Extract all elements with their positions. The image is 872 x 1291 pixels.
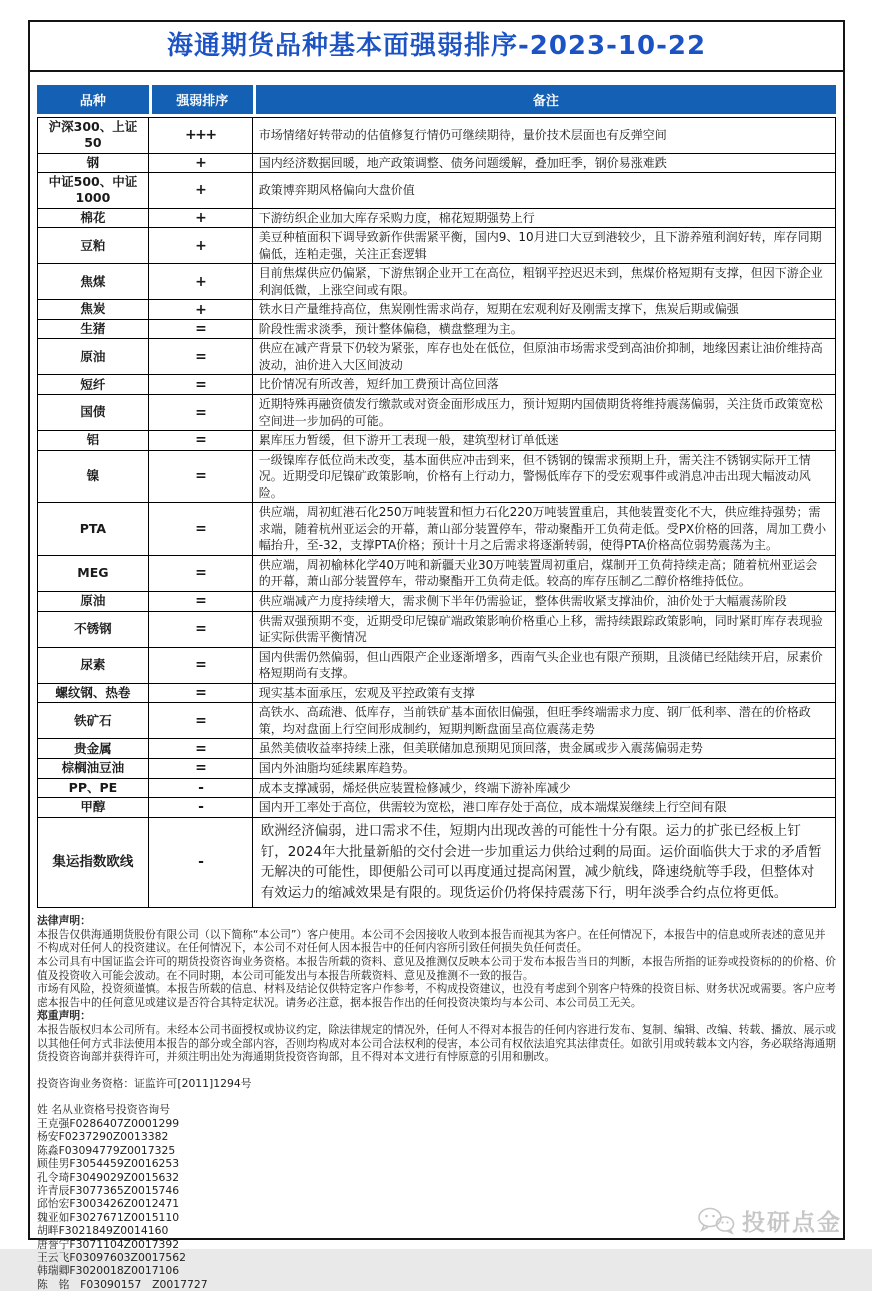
legal-paragraph: 本公司具有中国证监会许可的期货投资咨询业务资格。本报告所载的资料、意见及推测仅反映本公司于发布本报告当日的判断，本报告所指的证券或投资标的的价格、价值及投资收入可能会波动。在不同时期，本公司可能发出与本报告所载资料、意见及推测不一致的报告。	[37, 955, 836, 982]
report-frame	[28, 20, 845, 1291]
variety-cell: 原油	[37, 339, 149, 375]
legal-paragraph: 市场有风险，投资须谨慎。本报告所载的信息、材料及结论仅供特定客户作参考，不构成投资建议，也没有考虑到个别客户特殊的投资目标、财务状况或需要。客户应考虑本报告中的任何意见或建议是否符合其特定状况。请务必注意，据本报告作出的任何投资决策均与本公司、本公司员工无关。	[37, 982, 836, 1009]
variety-cell: 原油	[37, 592, 149, 612]
table-row	[37, 739, 836, 759]
table-row	[37, 395, 836, 431]
table-row	[37, 503, 836, 556]
table-row	[37, 209, 836, 229]
analyst-entry: 王克强F0286407Z0001299	[37, 1117, 180, 1130]
variety-cell: 不锈钢	[37, 612, 149, 648]
col-header-variety: 品种	[37, 85, 149, 117]
variety-cell: 集运指数欧线	[37, 818, 149, 909]
analyst-entry: 杨安F0237290Z0013382	[37, 1130, 169, 1144]
table-row	[37, 592, 836, 612]
variety-cell: MEG	[37, 556, 149, 592]
rank-cell: =	[149, 375, 253, 395]
note-cell: 政策博弈期风格偏向大盘价值	[253, 173, 836, 209]
analyst-entry: 韩瑞卿F3020018Z0017106	[37, 1264, 180, 1278]
table-row	[37, 431, 836, 451]
table-row	[37, 154, 836, 174]
rank-cell: =	[149, 703, 253, 739]
rank-cell: =	[149, 395, 253, 431]
note-cell: 一级镍库存低位尚未改变，基本面供应冲击到来，但不锈钢的镍需求预期上升，需关注不锈钢实际开工情况。近期受印尼镍矿政策影响，价格有上行动力，警惕低库存下的受宏观事件或消息冲击出现大幅波动风险。	[253, 451, 836, 504]
variety-cell: 棉花	[37, 209, 149, 229]
table-row	[37, 117, 836, 154]
variety-cell: PTA	[37, 503, 149, 556]
col-header-rank: 强弱排序	[149, 85, 253, 117]
table-row	[37, 264, 836, 300]
variety-cell: 中证500、中证1000	[37, 173, 149, 209]
table-row	[37, 779, 836, 799]
analyst-entry: 顾佳男F3054459Z0016253	[37, 1157, 180, 1171]
note-cell: 现实基本面承压，宏观及平控政策有支撑	[253, 684, 836, 704]
variety-cell: 豆粕	[37, 228, 149, 264]
analyst-list-header: 姓 名从业资格号投资咨询号	[37, 1103, 170, 1117]
note-cell: 国内供需仍然偏弱，但山西限产企业逐渐增多，西南气头企业也有限产预期，且淡储已经陆续开启，尿素价格短期尚有支撑。	[253, 648, 836, 684]
ranking-table-body	[37, 117, 836, 908]
rank-cell: =	[149, 339, 253, 375]
table-row	[37, 173, 836, 209]
table-row	[37, 375, 836, 395]
table-row	[37, 320, 836, 340]
note-cell: 比价情况有所改善，短纤加工费预计高位回落	[253, 375, 836, 395]
license-line: 投资咨询业务资格：证监许可[2011]1294号	[37, 1076, 252, 1090]
table-row	[37, 648, 836, 684]
variety-cell: 镍	[37, 451, 149, 504]
rank-cell: =	[149, 739, 253, 759]
note-cell: 铁水日产量维持高位，焦炭刚性需求尚存，短期在宏观利好及刚需支撑下，焦炭后期或偏强	[253, 300, 836, 320]
variety-cell: 铁矿石	[37, 703, 149, 739]
note-cell: 供应在减产背景下仍较为紧张，库存也处在低位，但原油市场需求受到高油价抑制，地缘因素让油价维持高波动，油价进入大区间波动	[253, 339, 836, 375]
table-row	[37, 339, 836, 375]
rank-cell: =	[149, 684, 253, 704]
analyst-entry: 王云飞F03097603Z0017562	[37, 1251, 187, 1265]
analyst-entry: 陈淼F03094779Z0017325	[37, 1143, 176, 1157]
note-cell: 阶段性需求淡季，预计整体偏稳，横盘整理为主。	[253, 320, 836, 340]
table-row	[37, 798, 836, 818]
variety-cell: 短纤	[37, 375, 149, 395]
note-cell: 下游纺织企业加大库存采购力度，棉花短期强势上行	[253, 209, 836, 229]
table-row	[37, 759, 836, 779]
rank-cell: +	[149, 264, 253, 300]
rank-cell: =	[149, 592, 253, 612]
spacer	[37, 1064, 836, 1077]
variety-cell: 国债	[37, 395, 149, 431]
note-cell: 国内外油脂均延续累库趋势。	[253, 759, 836, 779]
variety-cell: 铝	[37, 431, 149, 451]
note-cell: 国内开工率处于高位，供需较为宽松，港口库存处于高位，成本端煤炭继续上行空间有限	[253, 798, 836, 818]
note-cell: 近期特殊再融资债发行缴款或对资金面形成压力，预计短期内国债期货将维持震荡偏弱，关注货币政策宽松空间进一步加码的可能。	[253, 395, 836, 431]
variety-cell: 棕榈油豆油	[37, 759, 149, 779]
analyst-entry: 陈 铭 F03090157 Z0017727	[37, 1277, 208, 1291]
variety-cell: 焦煤	[37, 264, 149, 300]
note-cell: 高铁水、高疏港、低库存，当前铁矿基本面依旧偏强，但旺季终端需求力度、钢厂低利率、潜在的价格政策，均对盘面上行空间形成制约，短期判断盘面呈高位震荡走势	[253, 703, 836, 739]
rank-cell: =	[149, 451, 253, 504]
rank-cell: =	[149, 759, 253, 779]
variety-cell: 焦炭	[37, 300, 149, 320]
table-row	[37, 300, 836, 320]
rank-cell: =	[149, 503, 253, 556]
table-row	[37, 818, 836, 909]
note-cell: 供应端，周初虹港石化250万吨装置和恒力石化220万吨装置重启，其他装置变化不大，供应维持强势；需求端，随着杭州亚运会的开幕，萧山部分装置停车，带动聚酯开工负荷走低。受PX价格的回落，周加工费小幅抬升，至-32，支撑PTA价格；预计十月之后需求将逐渐转弱，使得PTA价格高位弱势震荡为主。	[253, 503, 836, 556]
rank-cell: +++	[149, 117, 253, 154]
ranking-table	[37, 85, 836, 908]
variety-cell: PP、PE	[37, 779, 149, 799]
note-cell: 供应端，周初榆林化学40万吨和新疆天业30万吨装置周初重启，煤制开工负荷持续走高；随着杭州亚运会的开幕，萧山部分装置停车，带动聚酯开工负荷走低。较高的库存压制乙二醇价格维持低位。	[253, 556, 836, 592]
rank-cell: +	[149, 228, 253, 264]
analyst-entry: 魏亚如F3027671Z0015110	[37, 1210, 180, 1224]
note-cell: 目前焦煤供应仍偏紧，下游焦钢企业开工在高位，粗钢平控迟迟未到，焦煤价格短期有支撑，但因下游企业利润低微，上涨空间或有限。	[253, 264, 836, 300]
note-cell: 欧洲经济偏弱，进口需求不佳，短期内出现改善的可能性十分有限。运力的扩张已经板上钉钉，2024年大批量新船的交付会进一步加重运力供给过剩的局面。运价面临供大于求的矛盾暂无解决的可能性，即便船公司可以再度通过提高闲置，减少航线，降速绕航等手段，但整体对有效运力的缩减效果是有限的。现货运价仍将保持震荡下行，明年淡季合约点位将更低。	[253, 818, 836, 909]
note-cell: 虽然美债收益率持续上涨，但美联储加息预期见顶回落，贵金属或步入震荡偏弱走势	[253, 739, 836, 759]
variety-cell: 尿素	[37, 648, 149, 684]
note-cell: 市场情绪好转带动的估值修复行情仍可继续期待，量价技术层面也有反弹空间	[253, 117, 836, 154]
watermark	[696, 1204, 842, 1237]
watermark-label: 投研点金	[742, 1210, 842, 1236]
rank-cell: =	[149, 648, 253, 684]
rank-cell: -	[149, 798, 253, 818]
analyst-entry: 许青辰F3077365Z0015746	[37, 1184, 180, 1198]
rank-cell: +	[149, 173, 253, 209]
col-header-note: 备注	[253, 85, 836, 117]
report-title: 海通期货品种基本面强弱排序-2023-10-22	[30, 22, 843, 72]
note-cell: 成本支撑减弱，烯烃供应装置检修减少，终端下游补库减少	[253, 779, 836, 799]
note-cell: 供需双强预期不变，近期受印尼镍矿端政策影响价格重心上移，需持续跟踪政策影响，同时紧盯库存表现验证实际供需平衡情况	[253, 612, 836, 648]
rank-cell: +	[149, 300, 253, 320]
analyst-entry: 胡畔F3021849Z0014160	[37, 1224, 169, 1238]
table-header-row	[37, 85, 836, 117]
variety-cell: 生猪	[37, 320, 149, 340]
note-cell: 供应端减产力度持续增大，需求侧下半年仍需验证，整体供需收紧支撑油价，油价处于大幅震荡阶段	[253, 592, 836, 612]
table-row	[37, 451, 836, 504]
variety-cell: 螺纹钢、热卷	[37, 684, 149, 704]
report-body	[30, 72, 843, 1291]
analyst-entry: 孔令琦F3049029Z0015632	[37, 1170, 180, 1184]
solemn-declaration-text: 本报告版权归本公司所有。未经本公司书面授权或协议约定，除法律规定的情况外，任何人不得对本报告的任何内容进行发布、复制、编辑、改编、转载、播放、展示或以其他任何方式非法使用本报告的部分或全部内容，否则均构成对本公司合法权利的侵害，本公司有权依法追究其法律责任。如欲引用或转载本文内容，务必联络海通期货投资咨询部并获得许可，并须注明出处为海通期货投资咨询部，且不得对本文进行有悖原意的引用和删改。	[37, 1023, 836, 1064]
wechat-icon	[696, 1206, 736, 1236]
variety-cell: 沪深300、上证50	[37, 117, 149, 154]
table-row	[37, 228, 836, 264]
legal-title: 法律声明：	[37, 914, 91, 928]
table-row	[37, 612, 836, 648]
table-row	[37, 684, 836, 704]
spacer	[37, 1090, 836, 1103]
solemn-declaration-title: 郑重声明：	[37, 1009, 91, 1023]
rank-cell: +	[149, 154, 253, 174]
note-cell: 累库压力暂缓，但下游开工表现一般，建筑型材订单低迷	[253, 431, 836, 451]
analyst-entry: 唐誉宁F3071104Z0017392	[37, 1237, 180, 1251]
note-cell: 国内经济数据回暖，地产政策调整、债务问题缓解，叠加旺季，钢价易涨难跌	[253, 154, 836, 174]
table-row	[37, 556, 836, 592]
rank-cell: +	[149, 209, 253, 229]
variety-cell: 甲醇	[37, 798, 149, 818]
rank-cell: -	[149, 779, 253, 799]
rank-cell: =	[149, 612, 253, 648]
rank-cell: =	[149, 556, 253, 592]
table-row	[37, 703, 836, 739]
analyst-entry: 邱怡宏F3003426Z0012471	[37, 1197, 180, 1211]
variety-cell: 贵金属	[37, 739, 149, 759]
rank-cell: =	[149, 320, 253, 340]
rank-cell: =	[149, 431, 253, 451]
legal-paragraph: 本报告仅供海通期货股份有限公司（以下简称“本公司”）客户使用。本公司不会因接收人收到本报告而视其为客户。在任何情况下，本报告中的信息或所表述的意见并不构成对任何人的投资建议。在任何情况下，本公司不对任何人因本报告中的任何内容所引致任何损失负任何责任。	[37, 927, 826, 955]
rank-cell: -	[149, 818, 253, 909]
note-cell: 美豆种植面积下调导致新作供需紧平衡，国内9、10月进口大豆到港较少，且下游养殖利润好转，库存同期偏低，连粕走强，关注正套逻辑	[253, 228, 836, 264]
variety-cell: 钢	[37, 154, 149, 174]
